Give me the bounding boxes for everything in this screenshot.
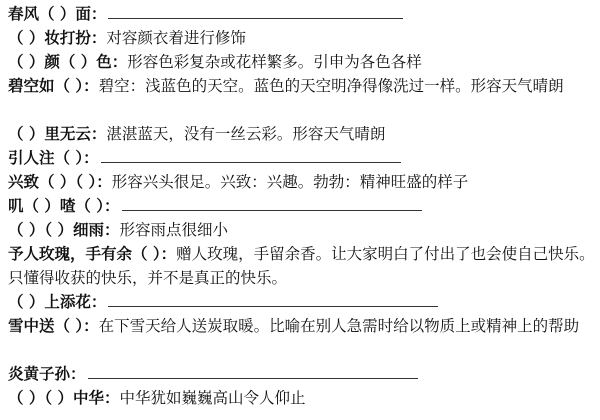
list-item [8,242,596,290]
answer-blank[interactable] [88,362,418,379]
list-item [8,194,596,218]
term-text: 碧空如（ ）： [8,76,99,95]
term-text: 雪中送（ ）： [8,316,99,335]
term-text: （ ）（ ）中华： [8,388,120,407]
list-item [8,122,596,146]
list-item [8,26,596,50]
answer-blank[interactable] [108,290,438,307]
term-text: （ ）上添花： [8,292,107,311]
term-text: （ ）妆打扮： [8,28,107,47]
answer-blank[interactable] [122,194,422,211]
definition-text: 赠人玫瑰，手留余香。让大家明白了付出了也会使自己快乐。只懂得收获的快乐，并不是真正的快乐。 [8,245,595,287]
definition-text: 对容颜衣着进行修饰 [106,29,246,47]
term-text: 引人注（ ）： [8,148,99,167]
list-item [8,314,596,362]
definition-text: 湛湛蓝天，没有一丝云彩。形容天气晴朗 [106,125,386,143]
term-text: 予人玫瑰，手有余（ ）： [8,244,177,263]
definition-text: 碧空：浅蓝色的天空。蓝色的天空明净得像洗过一样。形容天气晴朗 [98,77,564,95]
list-item [8,146,596,170]
list-item [8,362,596,386]
term-text: 兴致（ ）（ ）： [8,172,112,191]
list-item [8,386,596,410]
term-text: （ ）颜（ ）色： [8,52,128,71]
definition-text: 中华犹如巍巍高山令人仰止 [119,389,306,407]
definition-text: 在下雪天给人送炭取暖。比喻在别人急需时给以物质上或精神上的帮助 [98,317,580,335]
list-item [8,290,596,314]
definition-text: 形容雨点很细小 [119,221,229,239]
definition-text: 形容兴头很足。兴致：兴趣。勃勃：精神旺盛的样子 [111,173,469,191]
list-item [8,2,596,26]
answer-blank[interactable] [101,146,401,163]
list-item [8,50,596,74]
list-item [8,170,596,194]
list-item [8,218,596,242]
term-text: 叽（ ）喳（ ）： [8,196,120,215]
answer-blank[interactable] [108,2,403,19]
term-text: （ ）（ ）细雨： [8,220,120,239]
list-item [8,74,596,122]
definition-text: 形容色彩复杂或花样繁多。引申为各色各样 [127,53,422,71]
term-text: 春风（ ）面： [8,4,107,23]
term-text: （ ）里无云： [8,124,107,143]
term-text: 炎黄子孙： [8,364,86,383]
